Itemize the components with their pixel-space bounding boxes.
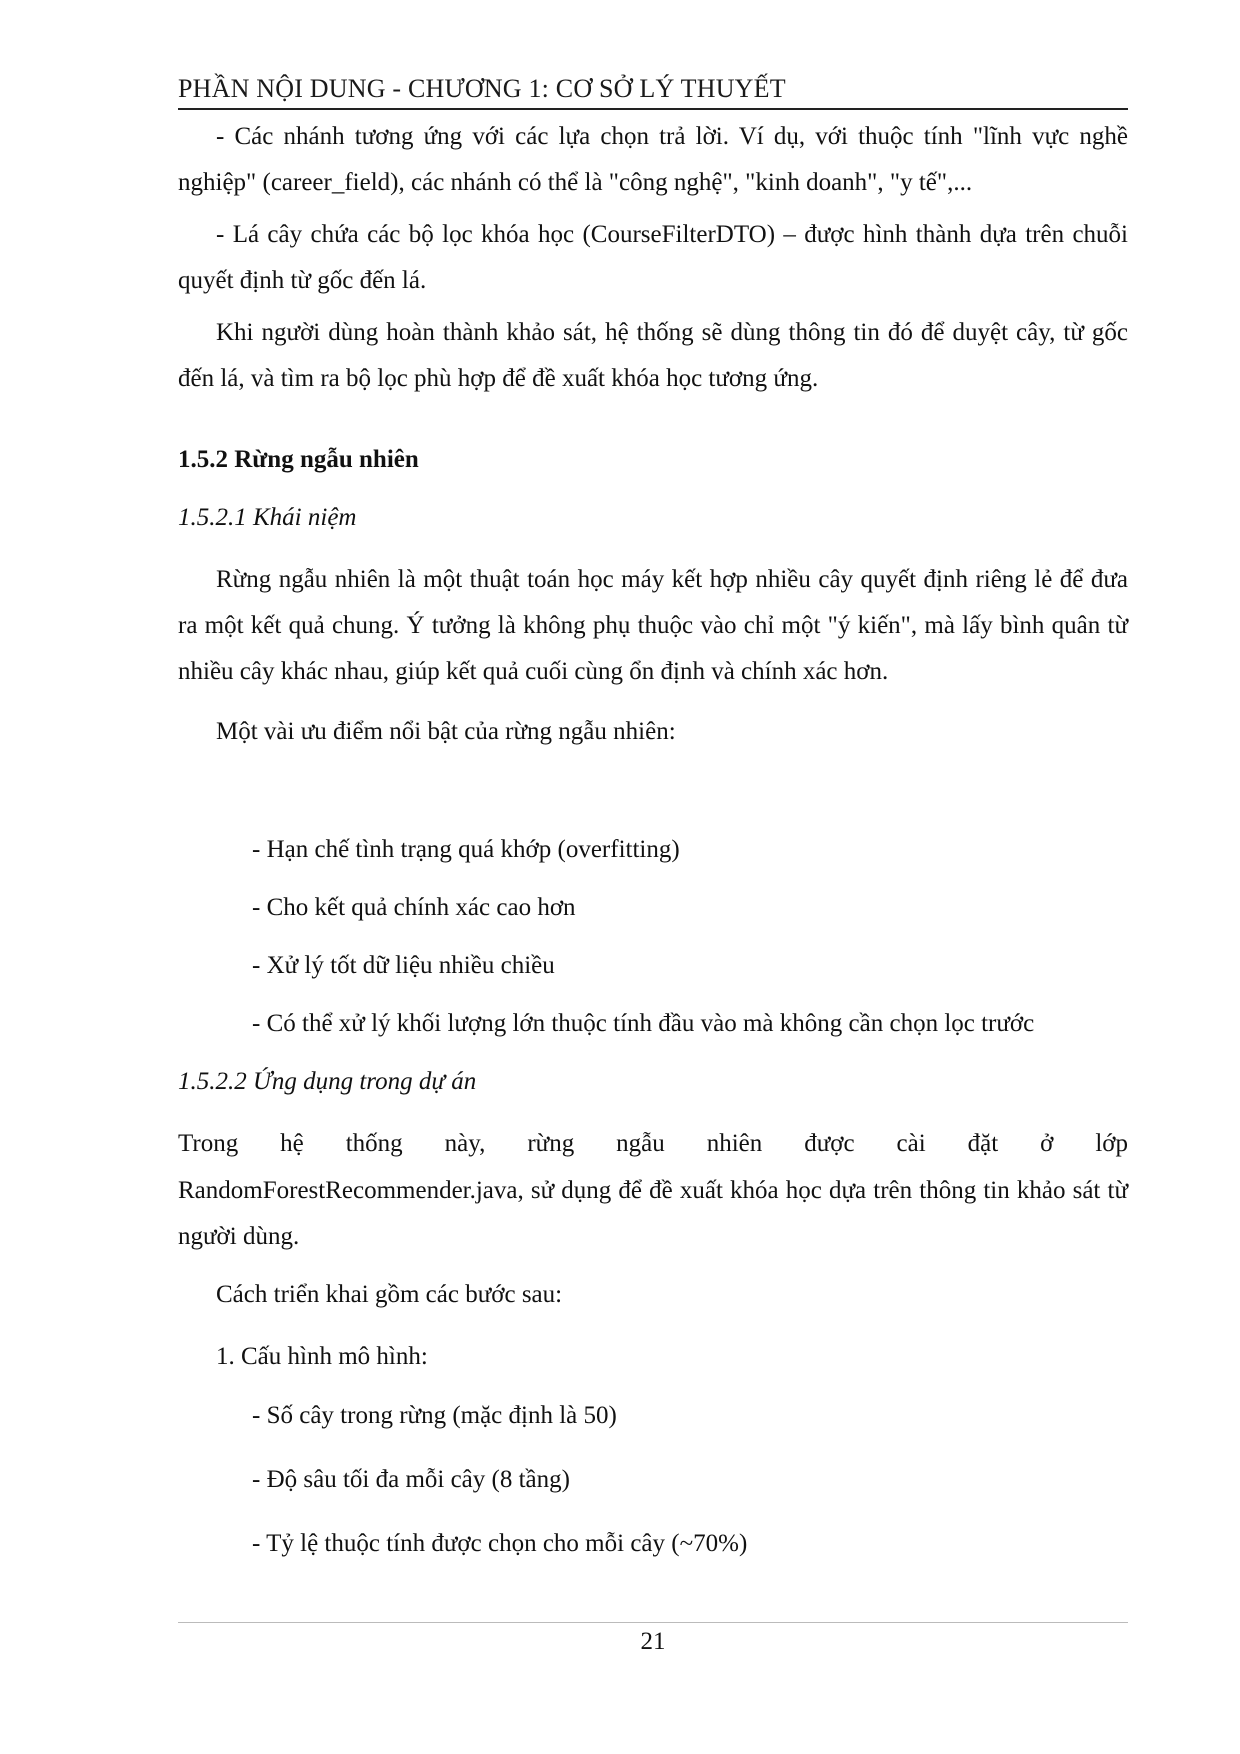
paragraph-application-first-line — [178, 1130, 1128, 1158]
list-item: - Số cây trong rừng (mặc định là 50) — [252, 1402, 617, 1429]
word: này, — [444, 1130, 486, 1157]
paragraph-traversal: Khi người dùng hoàn thành khảo sát, hệ thống sẽ dùng thông tin đó để duyệt cây, từ gốc đến lá, và tìm ra bộ lọc phù hợp để đề xuất khóa học tương ứng. — [178, 319, 1128, 392]
list-item: - Có thể xử lý khối lượng lớn thuộc tính đầu vào mà không cần chọn lọc trước — [252, 1010, 1035, 1037]
section-heading-random-forest: 1.5.2 Rừng ngẫu nhiên — [178, 446, 419, 473]
list-item: - Tỷ lệ thuộc tính được chọn cho mỗi cây (~70%) — [252, 1530, 748, 1557]
word: ngẫu — [616, 1130, 665, 1157]
word: rừng — [527, 1130, 575, 1157]
footer-divider — [178, 1622, 1128, 1623]
word: thống — [345, 1130, 403, 1157]
word: hệ — [280, 1130, 304, 1157]
paragraph-leaves: - Lá cây chứa các bộ lọc khóa học (CourseFilterDTO) – được hình thành dựa trên chuỗi quyết định từ gốc đến lá. — [178, 221, 1128, 294]
header-divider — [178, 108, 1128, 110]
word: Trong — [178, 1130, 239, 1157]
list-item: - Cho kết quả chính xác cao hơn — [252, 894, 576, 921]
word: đặt — [967, 1130, 999, 1157]
paragraph-branches: - Các nhánh tương ứng với các lựa chọn trả lời. Ví dụ, với thuộc tính "lĩnh vực nghề nghiệp" (career_field), các nhánh có thể là "công nghệ", "kinh doanh", "y tế",... — [178, 123, 1128, 196]
list-item: - Hạn chế tình trạng quá khớp (overfitting) — [252, 836, 680, 863]
paragraph-definition: Rừng ngẫu nhiên là một thuật toán học máy kết hợp nhiều cây quyết định riêng lẻ để đưa ra một kết quả chung. Ý tưởng là không phụ thuộc vào chỉ một "ý kiến", mà lấy bình quân từ nhiều cây khác nhau, giúp kết quả cuối cùng ổn định và chính xác hơn. — [178, 566, 1128, 685]
running-header: PHẦN NỘI DUNG - CHƯƠNG 1: CƠ SỞ LÝ THUYẾT — [178, 74, 786, 103]
paragraph-steps-intro: Cách triển khai gồm các bước sau: — [216, 1281, 563, 1308]
paragraph-application-rest: RandomForestRecommender.java, sử dụng để đề xuất khóa học dựa trên thông tin khảo sát từ người dùng. — [178, 1177, 1128, 1250]
word: nhiên — [706, 1130, 763, 1157]
step-heading-config: 1. Cấu hình mô hình: — [216, 1343, 428, 1370]
paragraph-advantages-intro: Một vài ưu điểm nổi bật của rừng ngẫu nhiên: — [216, 718, 676, 745]
word: được — [804, 1130, 855, 1157]
word: cài — [896, 1130, 926, 1157]
subsection-heading-concept: 1.5.2.1 Khái niệm — [178, 504, 357, 531]
list-item: - Xử lý tốt dữ liệu nhiều chiều — [252, 952, 555, 979]
subsection-heading-application: 1.5.2.2 Ứng dụng trong dự án — [178, 1068, 477, 1095]
page-number: 21 — [640, 1628, 666, 1655]
list-item: - Độ sâu tối đa mỗi cây (8 tầng) — [252, 1466, 570, 1493]
word: ở — [1040, 1130, 1054, 1157]
word: lớp — [1095, 1130, 1128, 1157]
